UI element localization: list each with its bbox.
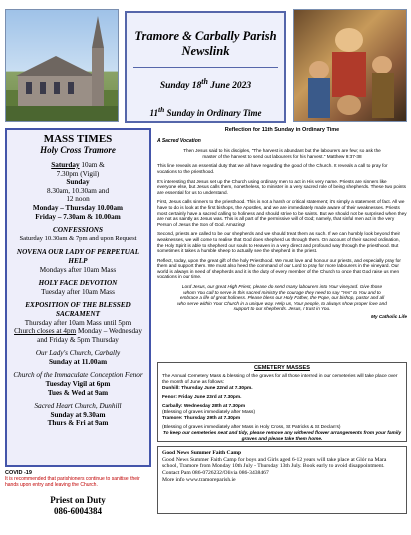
covid-title: COVID -19 [5, 470, 32, 476]
saturday-time: 10am & [79, 161, 105, 169]
exposition-heading: EXPOSITION OF THE BLESSED SACRAMENT [25, 301, 131, 318]
occasion-text: Sunday in Ordinary Time [164, 108, 262, 119]
saturday-times [7, 161, 149, 170]
reflection-paragraph: This line reveals an essential duty that we all have regarding the good of the Church. It reveals a call to pray for vocations to the priesthood. [157, 163, 388, 174]
cemetery-closing-note: To keep our cemeteries neat and tidy, please remove any withered flower arrangements from your family graves and please take them home. [162, 431, 402, 442]
reflection-prayer: Lord Jesus, our great High Priest, please do send many labourers into Your vineyard. Give those whom You call to serve in this sacred ministry the courage they need to say "Yes" to You and to embrace a life of great holiness. Please bless our Holy Father, the Pope, our bishop, pastor and all who serve within Your Church in a unique way. Help us, Your people, to always show proper love and support to our shepherds. Jesus, I trust in You. [177, 284, 387, 312]
weekday-times-1: Monday – Thursday 10.00am [32, 203, 124, 212]
holy-face-text: Tuesday after 10am Mass [41, 287, 115, 296]
carbally-time: Sunday at 11.00am [48, 357, 108, 366]
holy-face-heading: HOLY FACE DEVOTION [38, 279, 118, 288]
newsletter-title-box [125, 11, 286, 123]
newsletter-title: Tramore & Carbally Parish Newslink [134, 29, 277, 58]
date-suffix-ordinal: th [201, 77, 208, 86]
liturgical-occasion [127, 105, 284, 118]
newsletter-date [127, 77, 284, 91]
cemetery-intro: The Annual Cemetery Mass & blessing of the graves for all those interred in our cemeteries will take place over the month of June as follows: [162, 374, 398, 385]
novena-heading: NOVENA OUR LADY OF PERPETUAL HELP [16, 248, 140, 265]
reflection-paragraph: It's interesting that Jesus set up the Church using ordinary men to act in His very name. Priests are sinners like everyone else, but Jesus calls them, nonetheless, to minister in a very sacred role of being shepherds. These two points are essential for us to understand. [157, 178, 407, 195]
reflection-section [157, 128, 407, 358]
reflection-paragraph: Second, priests are called to be our shepherds and we should treat them as such. If we can humbly look beyond their weaknesses, we will come to realise that God does shepherd us through them. On account of their sacred ordination, the Holy Spirit is able to shepherd our souls to Heaven in a very direct and profound way through the priesthood. But sometimes it takes a humble sheep to actually see the shepherd in the priest. [157, 231, 401, 254]
title-divider [133, 67, 278, 68]
confessions-text: Saturday 10.30am & 7pm and upon Request [19, 234, 137, 242]
religious-painting [293, 9, 407, 122]
cemetery-carbally-note: (Blessing of graves immediately after Mass) [162, 410, 256, 415]
priest-on-duty-label: Priest on Duty [50, 495, 106, 505]
dunhill-time-2: Thurs & Fri at 9am [47, 419, 109, 428]
sunday-times: 8.30am, 10.30am and [46, 186, 110, 195]
carbally-church: Our Lady's Church, Carbally [35, 349, 121, 358]
priest-on-duty-phone: 086-6004384 [54, 506, 102, 516]
closing-days: Monday – Wednesday [76, 327, 142, 336]
date-suffix: June 2023 [207, 81, 252, 92]
exposition-text-2 [7, 327, 149, 336]
reflection-subtitle: A Sacred Vocation [157, 137, 201, 144]
faith-camp-contact: Contact Pam 086-0726232/Olivia 086-3438467 [162, 470, 269, 477]
date-prefix: Sunday 18 [159, 81, 202, 92]
reflection-paragraph: First, Jesus calls sinners to the priesthood. This is not a harsh or critical statement; it's simply a statement of fact. All we have to do is look at the first bishops, the Apostles, and we are immediately made aware of their weaknesses. Priests most certainly have a sacred calling to holiness and should strive to be saints. But we should not be surprised when they are not as saintly as Jesus was. This is all part of the permissive will of God; namely, that sinful men act in the very Person of Jesus the Son of God. Amazing! [157, 199, 407, 227]
fenor-church: Church of the Immaculate Conception Fenor [13, 371, 143, 380]
cemetery-heading: CEMETERY MASSES [254, 365, 310, 371]
occasion-number: 11 [149, 108, 159, 119]
mass-times-heading: MASS TIMES [43, 133, 113, 145]
faith-camp-box [157, 446, 407, 514]
reflection-signature: My Catholic Life [371, 314, 407, 320]
faith-camp-website[interactable]: More info www.tramoreparish.ie [162, 476, 236, 483]
gospel-quote: Then Jesus said to his disciples, "The harvest is abundant but the labourers are few; so ask the master of the harvest to send out labourers for his harvest." Matthew 9:37-38 [183, 148, 381, 159]
faith-camp-heading: Good News Summer Faith Camp [162, 450, 242, 456]
dunhill-church: Sacred Heart Church, Dunhill [34, 402, 122, 411]
cemetery-fenor: Fenor: Friday June 23rd at 7.30pm. [162, 395, 242, 400]
sunday-noon: 12 noon [66, 195, 90, 204]
cemetery-masses-box [157, 362, 407, 442]
saturday-vigil: 7.30pm (Vigil) [56, 169, 100, 178]
occasion-ordinal: th [158, 105, 165, 115]
reflection-title: Reflection for 11th Sunday in Ordinary Time [224, 127, 340, 133]
covid-body: It is recommended that parishioners continue to sanitise their hands upon entry and leaving the Church. [5, 476, 140, 488]
mass-times-panel [5, 128, 151, 467]
confessions-heading: CONFESSIONS [53, 226, 103, 235]
exposition-text-3: and Friday & 5pm Thursday [37, 335, 119, 344]
church-closes-note: Church closes at 4pm [14, 327, 77, 336]
sunday-label: Sunday [66, 178, 90, 187]
cemetery-dunhill: Dunhill: Thursday June 22nd at 7.30pm. [162, 386, 253, 391]
covid-notice [5, 470, 151, 517]
dunhill-time-1: Sunday at 9.30am [50, 410, 106, 419]
saturday-label: Saturday [51, 161, 80, 169]
faith-camp-body: Good News Summer Faith Camp for boys and Girls aged 6-12 years will take place at Glór na Mara school, Tramore from Monday 10th July - Thursday 13th July. Book early to avoid disappointment. [162, 456, 387, 470]
church-photo [5, 9, 119, 122]
cemetery-tramore: Tramore: Thursday 29th at 7.30pm [162, 416, 241, 421]
fenor-time-2: Tues & Wed at 9am [47, 388, 109, 397]
fenor-time-1: Tuesday Vigil at 6pm [45, 380, 111, 389]
weekday-times-2: Friday – 7.30am & 10.00am [35, 212, 121, 221]
holy-cross-church: Holy Cross Tramore [40, 145, 116, 155]
reflection-paragraph: Reflect, today, upon the great gift of the holy Priesthood. We must love and honour our priests, and especially pray for them and support them. We must also heed the command of our Lord to pray for more labourers in the vineyard. Our world is always in need of shepherds and it is the duty of every member of the Church to once that God raise us men vocations in our time. [157, 257, 401, 280]
cemetery-tramore-note: (Blessing of graves immediately after Mass in Holy Cross, St Patricks & St Declan's) [162, 425, 341, 430]
novena-text: Mondays after 10am Mass [39, 265, 117, 274]
cemetery-carbally: Carbally: Wednesday 28th at 7.30pm [162, 404, 246, 409]
exposition-text-1: Thursday after 10am Mass until 5pm [24, 318, 132, 327]
